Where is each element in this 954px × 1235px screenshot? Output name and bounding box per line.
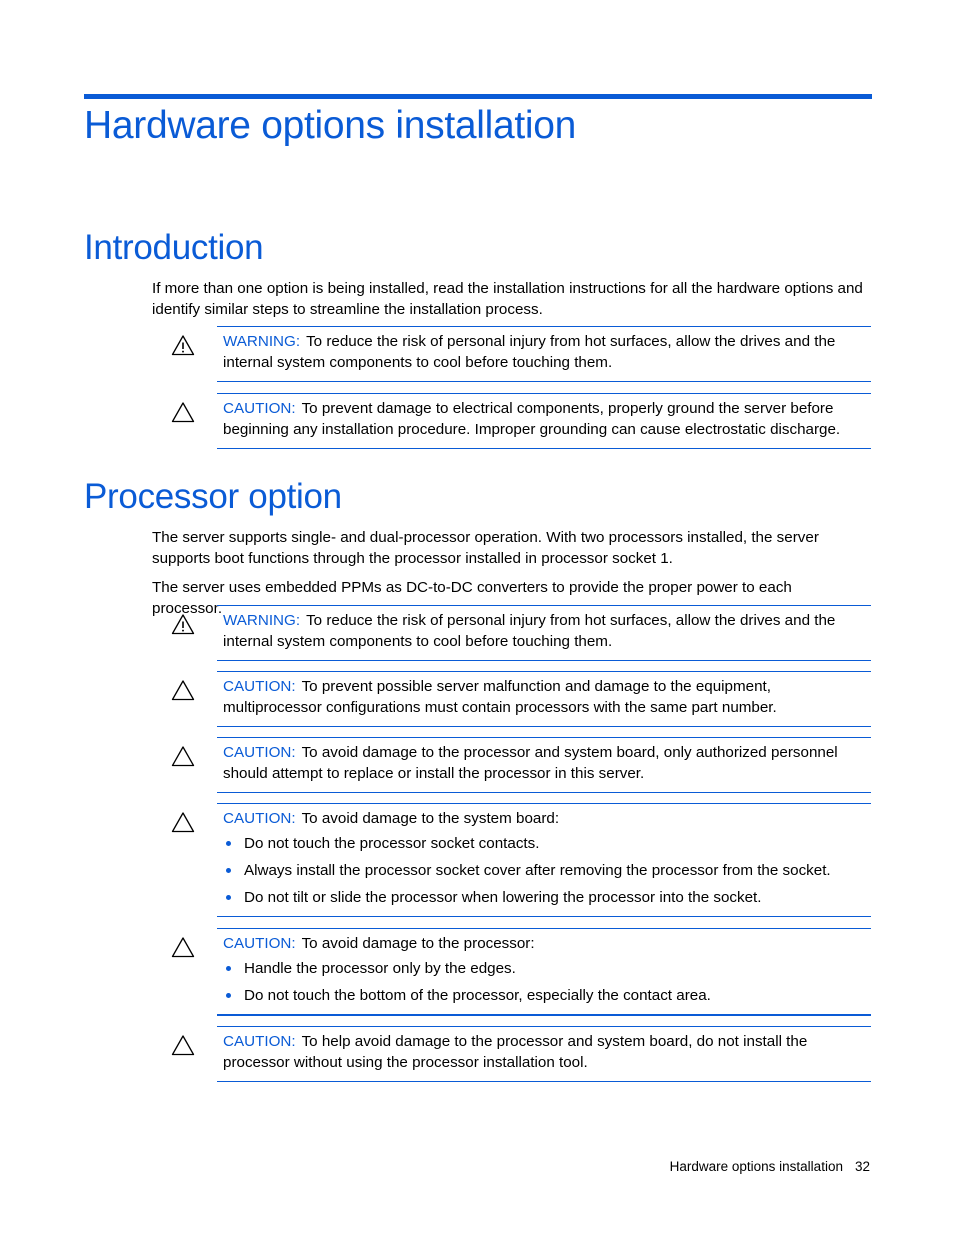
processor-option-heading: Processor option [84,477,342,516]
caution-note [217,737,871,793]
caution-triangle-icon [171,936,195,958]
list-item [223,833,865,854]
caution-triangle-icon [171,679,195,701]
introduction-heading: Introduction [84,228,264,267]
warning-triangle-icon [171,613,195,635]
caution-triangle-icon [171,811,195,833]
list-item-text: Do not touch the processor socket contacts. [244,835,540,852]
processor-paragraph-1: The server supports single- and dual-processor operation. With two processors installed, the server supports boot functions through the processor installed in processor socket 1. [152,529,819,567]
bullet-icon [226,966,231,971]
bullet-icon [226,895,231,900]
list-item-text: Do not touch the bottom of the processor, especially the contact area. [244,987,711,1004]
caution-note [217,928,871,1016]
note-label: CAUTION: [223,1033,296,1050]
page-number: 32 [854,1159,870,1174]
warning-note [217,605,871,661]
note-text: To prevent damage to electrical components, properly ground the server before beginning any installation procedure. Improper grounding can cause electrostatic discharge. [223,400,841,438]
bullet-icon [226,868,231,873]
note-text: To avoid damage to the processor: [301,935,535,952]
bullet-icon [226,993,231,998]
list-item-text: Handle the processor only by the edges. [244,960,516,977]
page-footer [670,1157,870,1177]
caution-note [217,803,871,917]
caution-note [217,671,871,727]
note-label: CAUTION: [223,400,296,417]
note-label: CAUTION: [223,678,296,695]
bullet-list [223,833,865,908]
note-label: CAUTION: [223,744,296,761]
note-text: To avoid damage to the processor and system board, only authorized personnel should attempt to replace or install the processor in this server. [223,744,838,782]
bullet-icon [226,841,231,846]
caution-note [217,1026,871,1082]
list-item [223,958,865,979]
caution-note [217,393,871,449]
list-item [223,860,865,881]
introduction-paragraph: If more than one option is being installed, read the installation instructions for all the hardware options and identify similar steps to streamline the installation process. [152,280,863,318]
chapter-top-rule [84,94,872,99]
caution-triangle-icon [171,745,195,767]
note-text: To avoid damage to the system board: [301,810,560,827]
note-label: WARNING: [223,612,301,629]
footer-section-title: Hardware options installation [669,1159,843,1174]
note-text: To reduce the risk of personal injury from hot surfaces, allow the drives and the internal system components to cool before touching them. [223,333,836,371]
list-item-text: Always install the processor socket cover after removing the processor from the socket. [244,862,831,879]
caution-triangle-icon [171,1034,195,1056]
list-item [223,985,865,1006]
note-label: CAUTION: [223,810,296,827]
bullet-list [223,958,865,1006]
list-item [223,887,865,908]
chapter-title: Hardware options installation [84,104,577,147]
note-text: To help avoid damage to the processor and system board, do not install the processor without using the processor installation tool. [223,1033,808,1071]
note-label: CAUTION: [223,935,296,952]
note-label: WARNING: [223,333,301,350]
caution-triangle-icon [171,401,195,423]
note-text: To prevent possible server malfunction and damage to the equipment, multiprocessor configurations must contain processors with the same part number. [223,678,777,716]
warning-triangle-icon [171,334,195,356]
list-item-text: Do not tilt or slide the processor when lowering the processor into the socket. [244,889,762,906]
warning-note [217,326,871,382]
note-text: To reduce the risk of personal injury from hot surfaces, allow the drives and the internal system components to cool before touching them. [223,612,836,650]
processor-paragraph-2: The server uses embedded PPMs as DC-to-DC converters to provide the proper power to each processor. [152,579,792,617]
